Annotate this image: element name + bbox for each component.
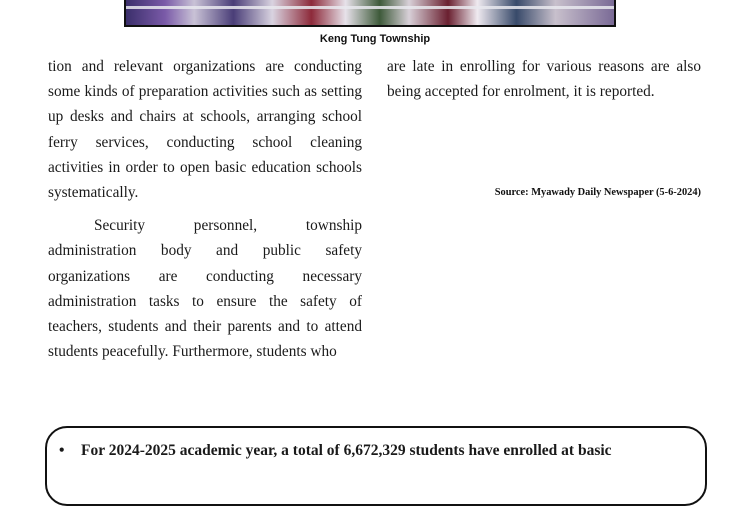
article-source: Source: Myawady Daily Newspaper (5-6-2024) bbox=[494, 187, 701, 198]
highlight-box bbox=[45, 426, 707, 506]
article-right-column bbox=[387, 54, 701, 104]
photo-railing bbox=[126, 6, 614, 9]
article-paragraph-2: Security personnel, township administration body and public safety organizations are conducting necessary administration tasks to ensure the safety of teachers, students and their parents and to attend students peacefully. Furthermore, students who bbox=[48, 217, 362, 361]
highlight-item bbox=[59, 442, 695, 460]
article-paragraph-3: are late in enrolling for various reasons are also being accepted for enrolment, it is reported. bbox=[387, 58, 701, 101]
highlight-text: For 2024-2025 academic year, a total of 6,672,329 students have enrolled at basic bbox=[81, 442, 612, 459]
bullet-icon: • bbox=[59, 442, 65, 459]
photo-caption: Keng Tung Township bbox=[319, 33, 431, 45]
article-paragraph-1: tion and relevant organizations are conducting some kinds of preparation activities such as setting up desks and chairs at schools, arranging school ferry services, conducting school cleaning activities in order to open basic education schools systematically. bbox=[48, 58, 362, 202]
article-left-column bbox=[48, 54, 362, 364]
news-photo bbox=[124, 0, 616, 27]
